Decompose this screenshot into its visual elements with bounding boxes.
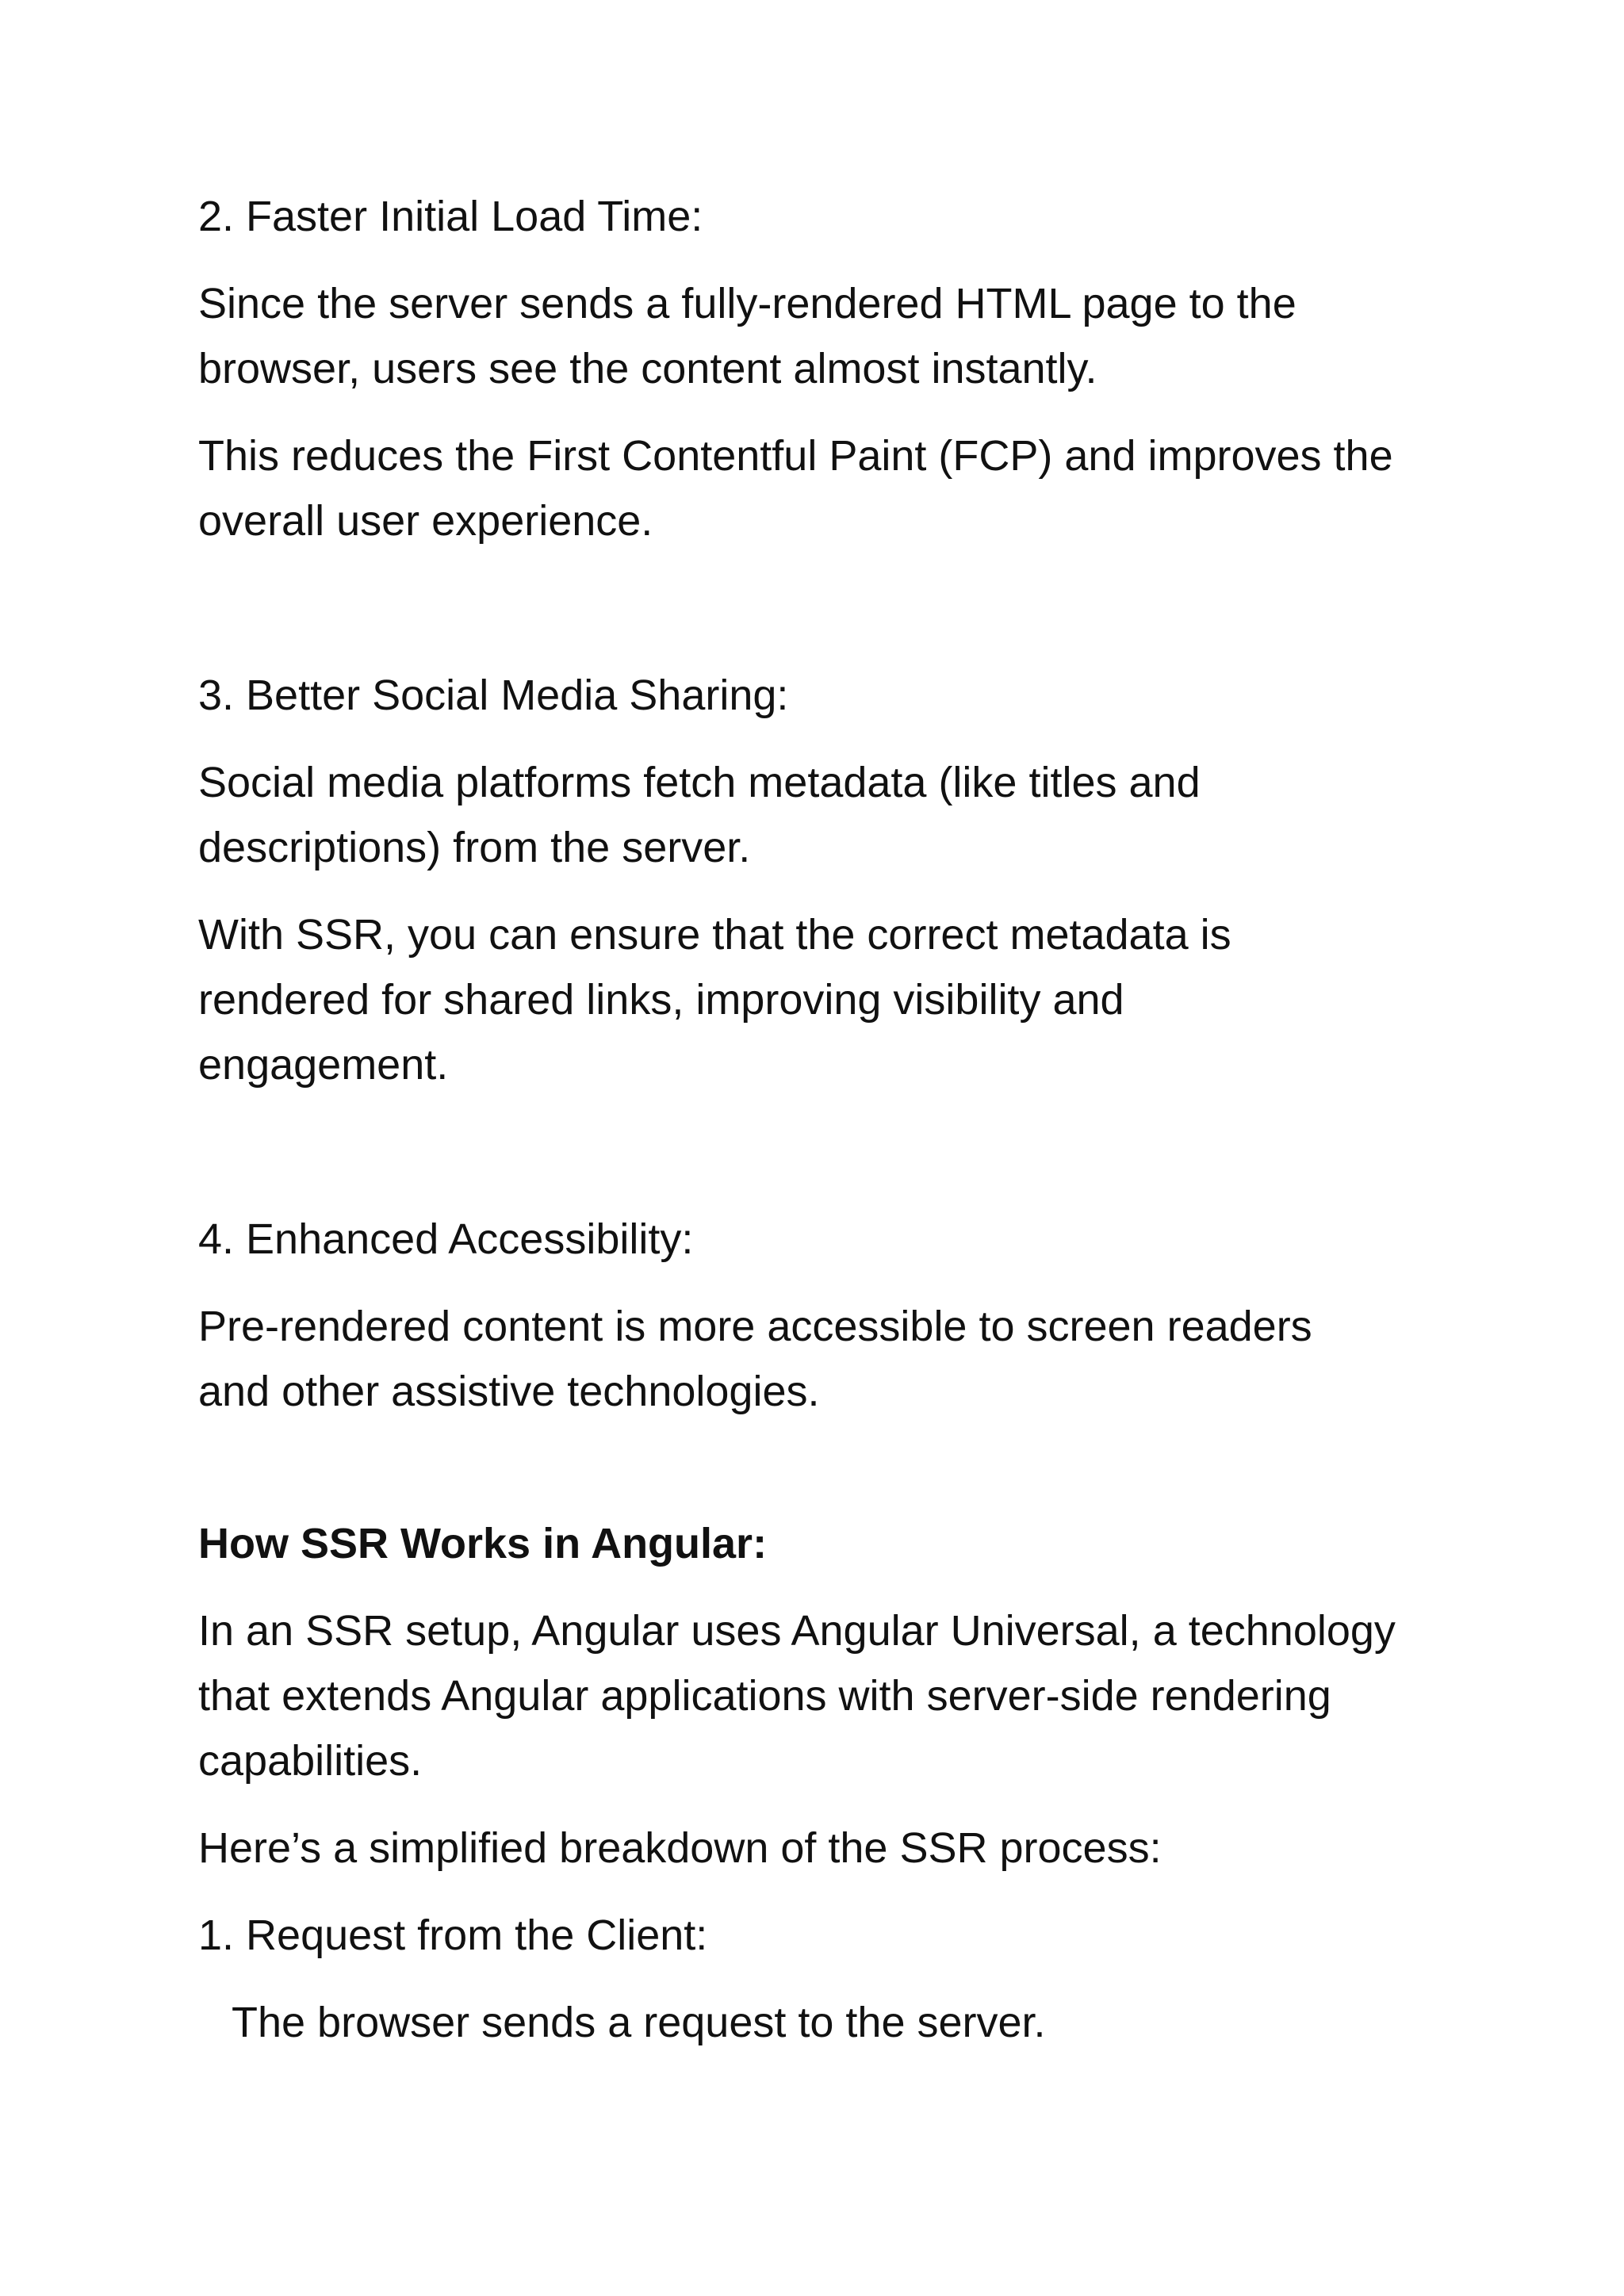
paragraph: This reduces the First Contentful Paint (FCP) and improves the overall user experience. bbox=[198, 432, 1393, 545]
section-heading: 2. Faster Initial Load Time: bbox=[198, 193, 703, 240]
step-text: The browser sends a request to the server. bbox=[232, 1999, 1046, 2046]
paragraph: Pre-rendered content is more accessible to screen readers and other assistive technologies. bbox=[198, 1303, 1312, 1415]
paragraph: In an SSR setup, Angular uses Angular Universal, a technology that extends Angular applications with server-side rendering capabilities. bbox=[198, 1607, 1396, 1785]
step-heading: 1. Request from the Client: bbox=[198, 1911, 708, 1959]
paragraph: Social media platforms fetch metadata (like titles and descriptions) from the server. bbox=[198, 759, 1201, 871]
paragraph: With SSR, you can ensure that the correct metadata is rendered for shared links, improving visibility and engagement. bbox=[198, 911, 1231, 1089]
paragraph: Since the server sends a fully-rendered HTML page to the browser, users see the content almost instantly. bbox=[198, 280, 1297, 392]
document-page bbox=[198, 184, 1467, 2055]
paragraph: Here’s a simplified breakdown of the SSR process: bbox=[198, 1824, 1162, 1872]
how-ssr-heading: How SSR Works in Angular: bbox=[198, 1520, 768, 1567]
section-heading: 3. Better Social Media Sharing: bbox=[198, 672, 789, 719]
section-heading: 4. Enhanced Accessibility: bbox=[198, 1215, 694, 1263]
